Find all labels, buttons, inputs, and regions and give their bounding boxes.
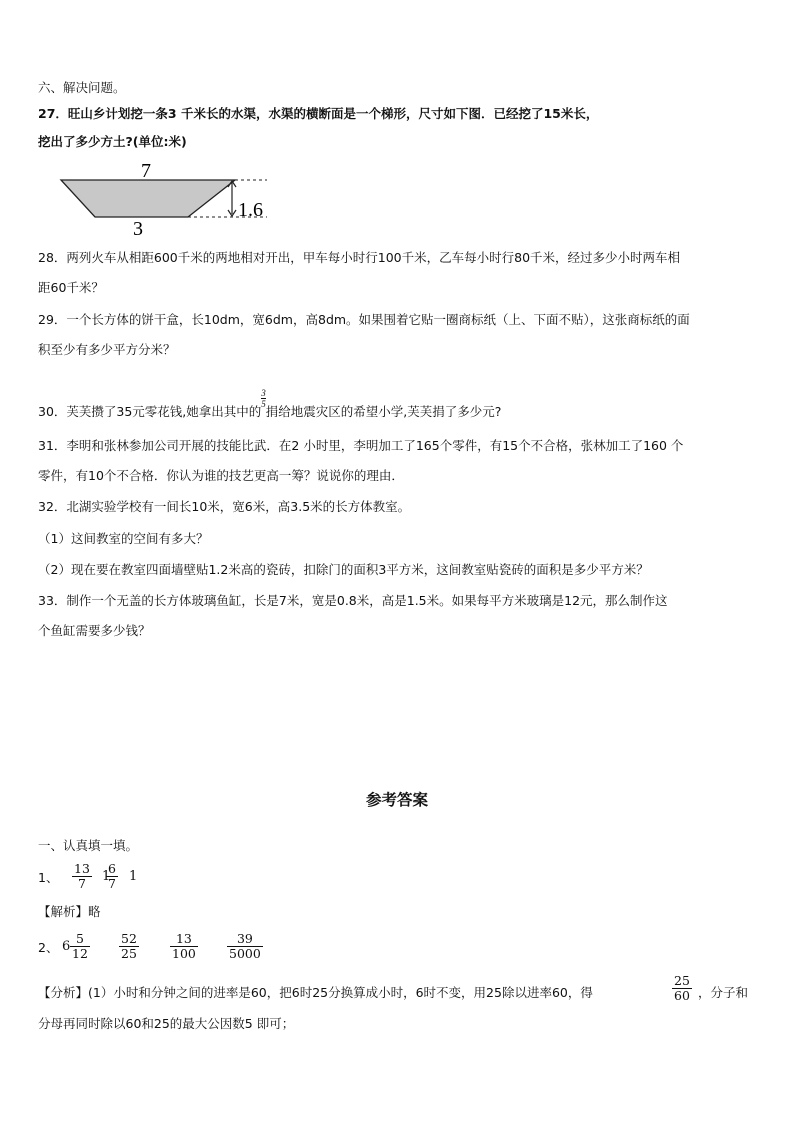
q29-line2: 积至少有多少平方分米？ xyxy=(38,342,176,357)
q32-line1: 32．北湖实验学校有一间长10米，宽6米，高3.5米的长方体教室。 xyxy=(38,499,411,514)
q30-frac-num: 3 xyxy=(261,388,266,398)
a2-f2-num: 52 xyxy=(121,931,137,946)
a2-f4-num: 39 xyxy=(236,931,253,946)
a1-analysis: 【解析】略 xyxy=(38,904,101,919)
a2-f2-den: 25 xyxy=(121,946,137,961)
q30-text-after: 捐给地震灾区的希望小学,芙芙捐了多少元? xyxy=(265,404,502,419)
q31-line1: 31．李明和张林参加公司开展的技能比武．在2 小时里，李明加工了165个零件，有15个不合格，张林加工了160 个 xyxy=(38,438,684,453)
a2-f3-num: 13 xyxy=(175,931,192,946)
section-heading: 六、解决问题。 xyxy=(38,80,126,95)
a2-analysis-frac-den: 60 xyxy=(674,988,690,1003)
trapezoid-figure xyxy=(55,155,280,240)
a2-fraction-3 xyxy=(170,932,198,961)
a2-fraction-2 xyxy=(119,932,139,961)
q27-line2: 挖出了多少方土?(单位:米) xyxy=(38,134,187,149)
q28-line2: 距60千米？ xyxy=(38,280,104,295)
trapezoid-shape xyxy=(61,180,235,217)
a2-analysis-frac-num: 25 xyxy=(674,973,690,988)
q32-sub2: （2）现在要在教室四面墙壁贴1.2米高的瓷砖，扣除门的面积3平方米，这间教室贴瓷砖的面积是多少平方米？ xyxy=(38,562,649,577)
q33-line2: 个鱼缸需要多少钱？ xyxy=(38,623,151,638)
answers-section1-heading: 一、认真填一填。 xyxy=(38,838,139,853)
a1-f1-num: 13 xyxy=(74,861,90,876)
a2-mixed-fraction xyxy=(70,932,90,961)
q30-text-before: 30．芙芙攒了35元零花钱,她拿出其中的 xyxy=(38,404,262,419)
a1-last-value: 1 xyxy=(129,869,138,884)
a2-analysis-before: 【分析】(1）小时和分钟之间的进率是60，把6时25分换算成小时，6时不变，用25除以进率60，得 xyxy=(38,985,593,1000)
q27-line1: 27．旺山乡计划挖一条3 千米长的水渠，水渠的横断面是一个梯形，尺寸如下图．已经挖了15米长， xyxy=(38,106,599,121)
q29-line1: 29．一个长方体的饼干盒，长10dm，宽6dm，高8dm。如果围着它贴一圈商标纸（上、下面不贴），这张商标纸的面 xyxy=(38,312,690,327)
a1-f1-den: 7 xyxy=(72,876,92,891)
a2-fraction-4 xyxy=(227,932,263,961)
a2-analysis-line2: 分母再同时除以60和25的最大公因数5 即可； xyxy=(38,1016,295,1031)
a2-f3-den: 100 xyxy=(172,946,196,961)
a2-analysis-line1 xyxy=(38,985,593,1001)
a2-mixed-den: 12 xyxy=(72,946,88,961)
height-label: 1.6 xyxy=(238,199,263,221)
a1-mixed-fraction xyxy=(106,862,118,891)
q33-line1: 33．制作一个无盖的长方体玻璃鱼缸，长是7米，宽是0.8米，高是1.5米。如果每平方米玻璃是12元，那么制作这 xyxy=(38,593,668,608)
top-length-label: 7 xyxy=(141,160,151,182)
a1-label: 1、 xyxy=(38,870,59,885)
answers-title: 参考答案 xyxy=(365,791,428,809)
q30-frac-den: 5 xyxy=(261,399,266,409)
a1-mixed-num: 6 xyxy=(108,861,116,876)
q28-line1: 28．两列火车从相距600千米的两地相对开出，甲车每小时行100千米，乙车每小时行80千米，经过多少小时两车相 xyxy=(38,250,681,265)
a2-label: 2、 xyxy=(38,940,59,955)
q30-line xyxy=(38,388,502,423)
q30-fraction xyxy=(261,388,266,409)
q32-sub1: （1）这间教室的空间有多大？ xyxy=(38,531,209,546)
a2-f4-den: 5000 xyxy=(229,946,261,961)
a2-analysis-fraction xyxy=(672,974,692,1003)
a1-mixed-den: 7 xyxy=(108,876,116,891)
bottom-length-label: 3 xyxy=(133,218,143,240)
a1-mixed-whole: 1 xyxy=(102,869,111,884)
a2-mixed-num: 5 xyxy=(75,931,84,946)
q31-line2: 零件，有10个不合格．你认为谁的技艺更高一筹？说说你的理由． xyxy=(38,468,404,483)
a1-fraction-1 xyxy=(72,862,92,891)
a2-mixed-whole: 6 xyxy=(62,939,71,954)
a2-analysis-after: ，分子和 xyxy=(698,985,749,1000)
